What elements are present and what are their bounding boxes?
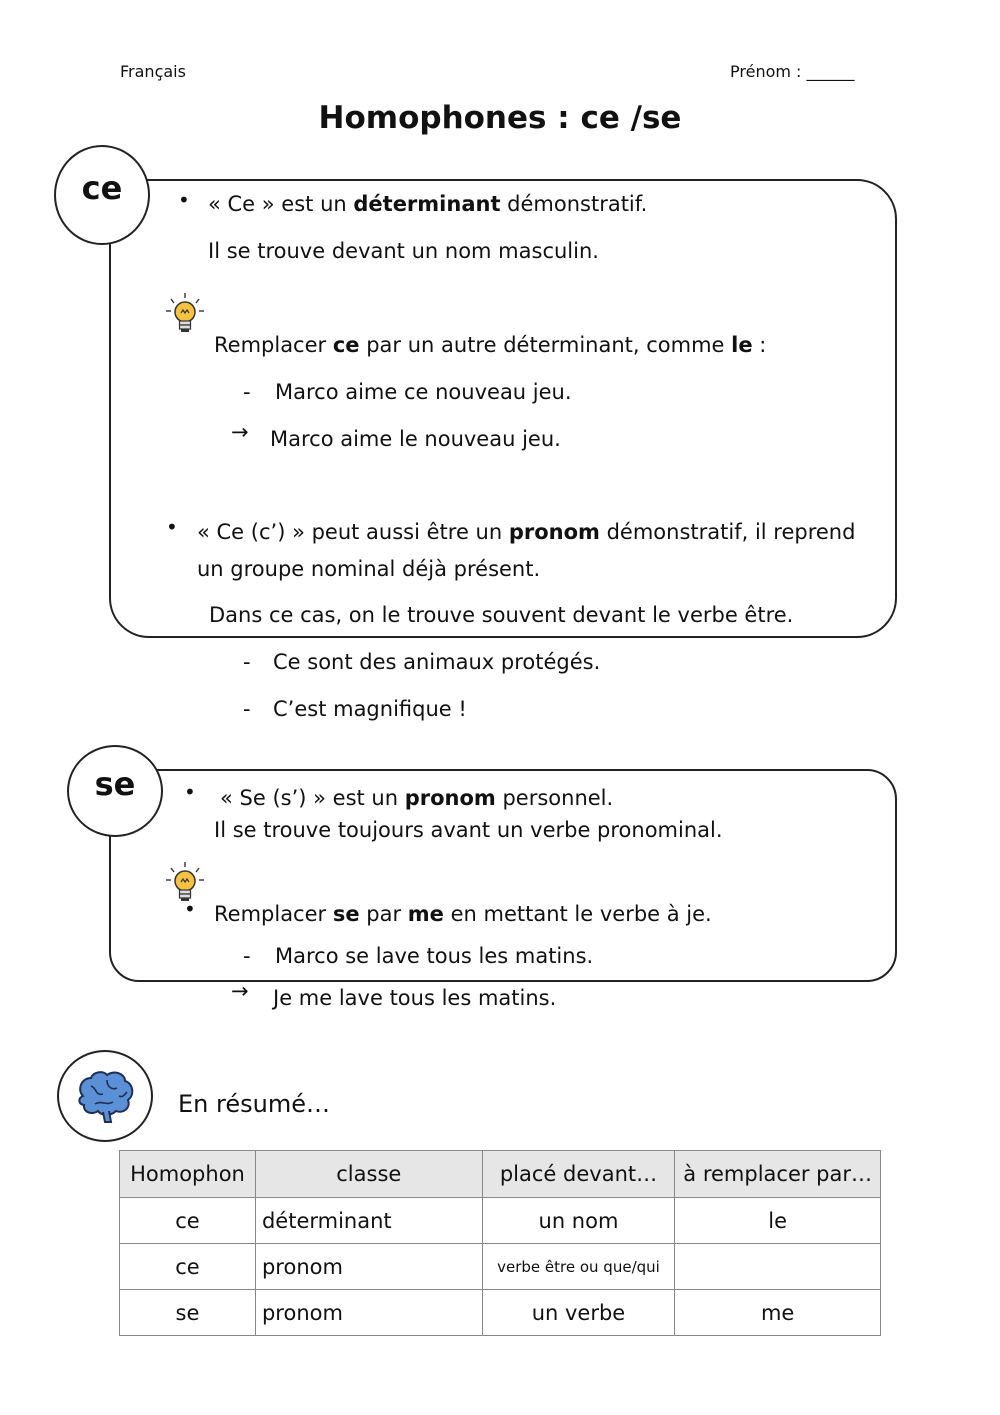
summary-table xyxy=(119,1150,881,1336)
text: en mettant le verbe à je. xyxy=(443,902,712,926)
se-tip xyxy=(214,902,712,926)
table-cell: verbe être ou que/qui xyxy=(482,1244,675,1290)
dash-marker: - xyxy=(243,697,251,721)
table-cell: un verbe xyxy=(482,1290,675,1336)
se-rule-1-line2: Il se trouve toujours avant un verbe pronominal. xyxy=(214,818,723,842)
table-row xyxy=(120,1244,881,1290)
table-cell xyxy=(675,1244,881,1290)
dash-marker: - xyxy=(243,944,251,968)
keyword: pronom xyxy=(508,520,600,544)
text: Remplacer xyxy=(214,333,333,357)
text: « Ce (c’) » peut aussi être un xyxy=(197,520,509,544)
column-header: placé devant… xyxy=(482,1151,675,1198)
text: « Ce » est un xyxy=(208,192,354,216)
table-row xyxy=(120,1198,881,1244)
ce-example-1-result: Marco aime le nouveau jeu. xyxy=(270,427,561,451)
summary-heading: En résumé… xyxy=(178,1090,330,1118)
se-example-1-result: Je me lave tous les matins. xyxy=(273,986,557,1010)
name-blank: ______ xyxy=(806,62,855,81)
ce-tag: ce xyxy=(81,169,123,207)
keyword: ce xyxy=(332,333,360,357)
table-cell: déterminant xyxy=(255,1198,482,1244)
ce-rule-2-line3: Dans ce cas, on le trouve souvent devant le verbe être. xyxy=(209,603,794,627)
table-cell: me xyxy=(675,1290,881,1336)
se-rule-1 xyxy=(220,786,613,810)
ce-rule-1-line2: Il se trouve devant un nom masculin. xyxy=(208,239,599,263)
ce-example-2: Ce sont des animaux protégés. xyxy=(273,650,601,674)
table-cell: ce xyxy=(120,1244,256,1290)
text: démonstratif, il reprend xyxy=(599,520,856,544)
table-cell: pronom xyxy=(255,1244,482,1290)
ce-tip xyxy=(214,333,766,357)
bullet-icon: • xyxy=(184,897,196,921)
keyword: se xyxy=(332,902,360,926)
dash-marker: - xyxy=(243,650,251,674)
page-title: Homophones : ce /se xyxy=(318,100,682,136)
arrow-icon: → xyxy=(231,420,249,444)
bullet-icon: • xyxy=(166,515,178,539)
table-cell: se xyxy=(120,1290,256,1336)
se-tag-circle xyxy=(67,745,163,837)
keyword: le xyxy=(731,333,753,357)
text: par xyxy=(359,902,408,926)
arrow-icon: → xyxy=(231,979,249,1003)
column-header: classe xyxy=(255,1151,482,1198)
text: : xyxy=(752,333,767,357)
text: personnel. xyxy=(495,786,614,810)
keyword: pronom xyxy=(404,786,496,810)
bullet-icon: • xyxy=(178,188,190,212)
name-label: Prénom : xyxy=(730,62,802,81)
dash-marker: - xyxy=(243,380,251,404)
se-example-1: Marco se lave tous les matins. xyxy=(275,944,594,968)
table-cell: pronom xyxy=(255,1290,482,1336)
table-cell: ce xyxy=(120,1198,256,1244)
ce-example-3: C’est magnifique ! xyxy=(273,697,467,721)
text: démonstratif. xyxy=(500,192,648,216)
ce-tag-circle xyxy=(54,145,150,245)
lightbulb-icon xyxy=(162,291,208,337)
column-header: Homophon xyxy=(120,1151,256,1198)
se-tag: se xyxy=(94,765,136,803)
column-header: à remplacer par… xyxy=(675,1151,881,1198)
brain-icon xyxy=(73,1068,137,1124)
ce-rule-2-line2: un groupe nominal déjà présent. xyxy=(197,557,541,581)
text: par un autre déterminant, comme xyxy=(359,333,732,357)
keyword: déterminant xyxy=(353,192,501,216)
table-row xyxy=(120,1290,881,1336)
table-cell: le xyxy=(675,1198,881,1244)
table-cell: un nom xyxy=(482,1198,675,1244)
ce-rule-2 xyxy=(197,520,855,544)
ce-example-1: Marco aime ce nouveau jeu. xyxy=(275,380,572,404)
ce-rule-1 xyxy=(208,192,647,216)
bullet-icon: • xyxy=(184,780,196,804)
keyword: me xyxy=(407,902,444,926)
subject-label: Français xyxy=(120,62,186,81)
text: Remplacer xyxy=(214,902,333,926)
brain-icon-circle xyxy=(57,1050,153,1142)
text: « Se (s’) » est un xyxy=(220,786,405,810)
name-field[interactable] xyxy=(730,62,855,81)
table-header-row xyxy=(120,1151,881,1198)
